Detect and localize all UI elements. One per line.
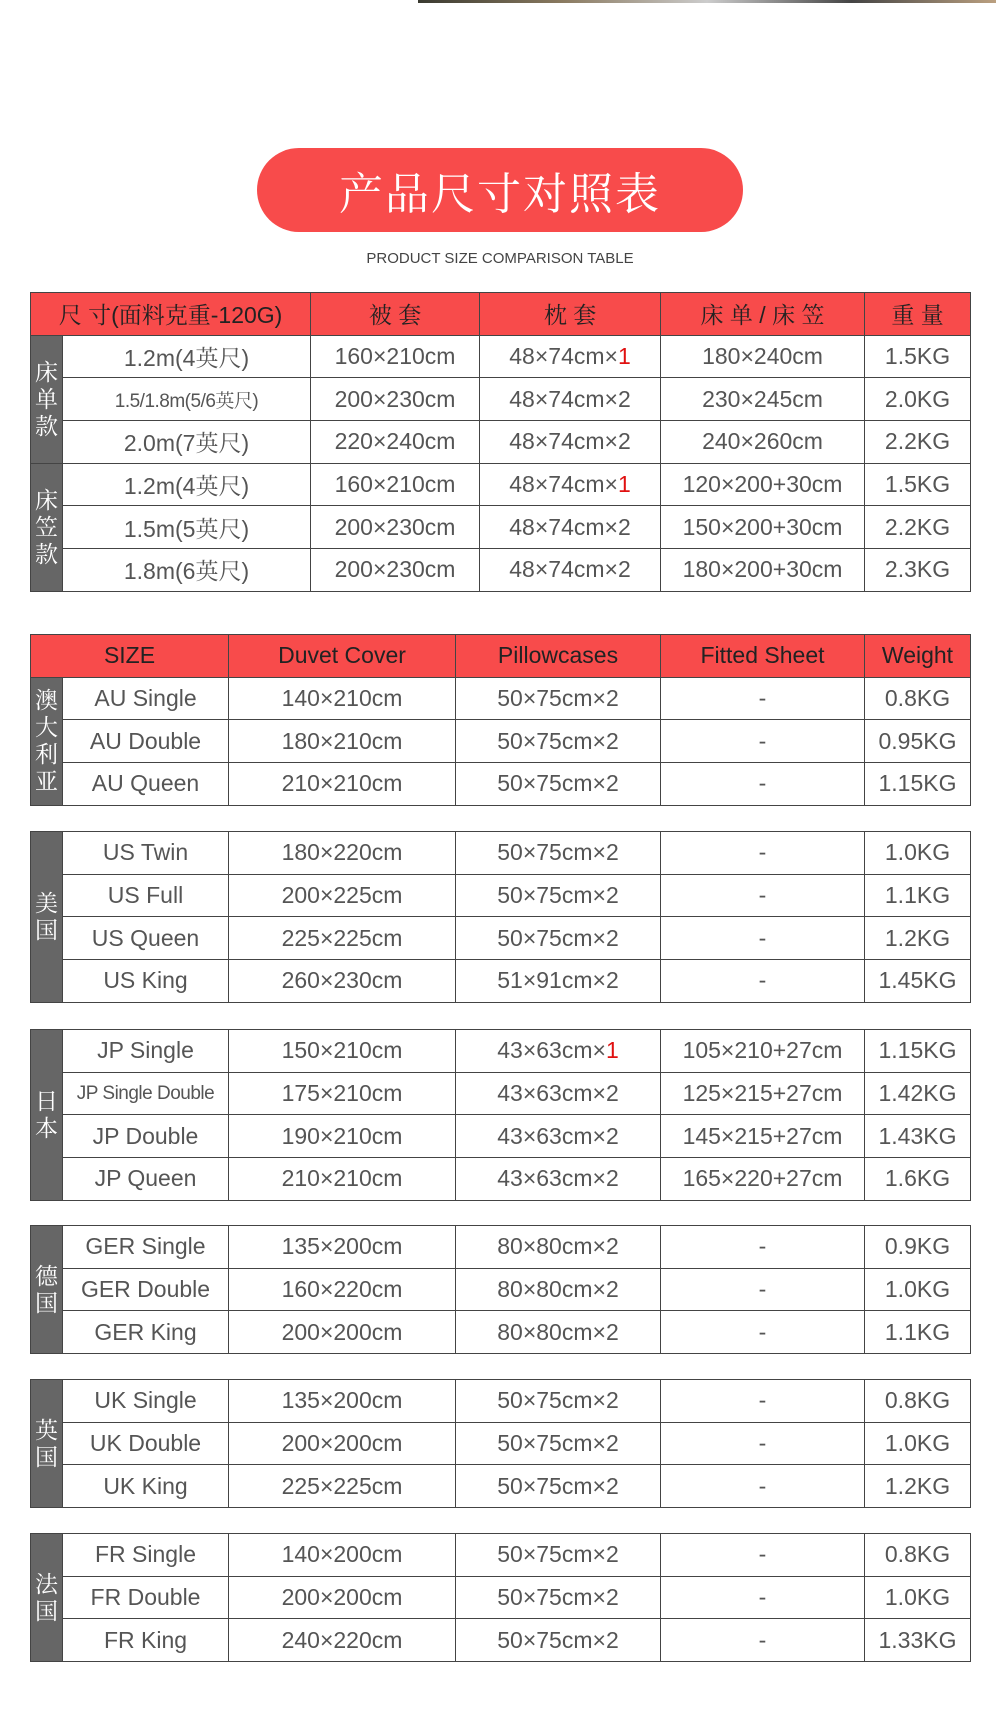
table-row [31,421,971,464]
table-cell: 165×220+27cm [661,1158,865,1201]
table-cell: 48×74cm×2 [480,549,661,592]
table_intl-table [30,1029,971,1201]
table-cell: 80×80cm×2 [456,1311,661,1354]
group-label: 日本 [31,1030,63,1201]
table-cell: 220×240cm [311,421,480,464]
table-cell: 180×220cm [229,832,456,875]
group-label: 德国 [31,1226,63,1354]
table-row [31,1268,971,1311]
top-image-strip [418,0,996,3]
table-cell: - [661,677,865,720]
table-cell: 50×75cm×2 [456,763,661,806]
table-cell: 175×210cm [229,1072,456,1115]
table-cell: - [661,917,865,960]
table-cell: 0.9KG [865,1226,971,1269]
table-cell: AU Double [63,720,229,763]
table-row [31,1534,971,1577]
table-row [31,832,971,875]
table-cell: 2.0KG [865,378,971,421]
table-cell: 50×75cm×2 [456,917,661,960]
table-cell: 240×220cm [229,1619,456,1662]
table-cell: 1.45KG [865,960,971,1003]
pillowcase-value: 43×63cm×1 [497,1037,619,1064]
table-cell: 1.43KG [865,1115,971,1158]
table-cell: US Queen [63,917,229,960]
table-cell: AU Queen [63,763,229,806]
table-cell: 0.95KG [865,720,971,763]
table-cell: JP Queen [63,1158,229,1201]
table-cell: 180×200+30cm [661,549,865,592]
table-cell: 200×225cm [229,874,456,917]
table-cell: - [661,832,865,875]
table-cell: 80×80cm×2 [456,1226,661,1269]
table-cell: - [661,1465,865,1508]
table-cell: 190×210cm [229,1115,456,1158]
table-cell: GER Single [63,1226,229,1269]
table-cell: 1.2KG [865,1465,971,1508]
table-row [31,1576,971,1619]
table-cell: 180×240cm [661,335,865,378]
table-row [31,335,971,378]
table-row [31,1422,971,1465]
table-cell: 51×91cm×2 [456,960,661,1003]
table_intl-table [30,634,971,806]
table-cell [456,1030,661,1073]
table-cell: 2.2KG [865,506,971,549]
table-cell: 2.2KG [865,421,971,464]
table-cell: 1.5/1.8m(5/6英尺) [63,378,311,421]
table_intl-table [30,1533,971,1662]
table-cell: 1.5KG [865,463,971,506]
group-label: 澳大利亚 [31,677,63,805]
table-cell: - [661,1226,865,1269]
table-cell: 210×210cm [229,763,456,806]
table-cell: 50×75cm×2 [456,1380,661,1423]
table-cell: 48×74cm×2 [480,421,661,464]
table-cell: - [661,1268,865,1311]
table-cell: GER Double [63,1268,229,1311]
header-row [31,635,971,678]
table-cell: 1.8m(6英尺) [63,549,311,592]
table-cell: 200×200cm [229,1311,456,1354]
page-subtitle: PRODUCT SIZE COMPARISON TABLE [366,250,634,267]
table-row [31,506,971,549]
table-cell: 200×200cm [229,1576,456,1619]
table-row [31,549,971,592]
table-cell: 160×210cm [311,463,480,506]
table-cell: 1.33KG [865,1619,971,1662]
header-cell: Pillowcases [456,635,661,678]
header-cell: Duvet Cover [229,635,456,678]
table-cell: 150×200+30cm [661,506,865,549]
table-cell: 145×215+27cm [661,1115,865,1158]
table-row [31,874,971,917]
table-cell: 43×63cm×2 [456,1115,661,1158]
table-row [31,1465,971,1508]
table-cell: - [661,874,865,917]
table-cell: AU Single [63,677,229,720]
table-cell: US Full [63,874,229,917]
table-cell: 200×230cm [311,506,480,549]
table-cell: UK King [63,1465,229,1508]
table-row [31,1072,971,1115]
table-row [31,1158,971,1201]
table-cell [480,335,661,378]
pillowcase-value: 48×74cm×1 [509,471,631,498]
table-cell: 1.15KG [865,1030,971,1073]
table-cell: 1.5KG [865,335,971,378]
table-row [31,763,971,806]
table-cell: 200×230cm [311,549,480,592]
header-cell: 枕 套 [480,293,661,336]
table-cell: - [661,1311,865,1354]
table-cell: 160×220cm [229,1268,456,1311]
table-cell: 2.3KG [865,549,971,592]
table-cell: GER King [63,1311,229,1354]
table-row [31,917,971,960]
header-cell: SIZE [31,635,229,678]
table-cell: 50×75cm×2 [456,1619,661,1662]
table-cell: 50×75cm×2 [456,1534,661,1577]
group-label: 法国 [31,1534,63,1662]
table_intl-table [30,1379,971,1508]
table-cell: 120×200+30cm [661,463,865,506]
table-cell: 1.42KG [865,1072,971,1115]
table-cell: 105×210+27cm [661,1030,865,1073]
table-cell: 1.6KG [865,1158,971,1201]
table-cell: US Twin [63,832,229,875]
table-row [31,1226,971,1269]
table_intl-table [30,1225,971,1354]
table-cell [480,463,661,506]
table-cell: 1.1KG [865,1311,971,1354]
table-cell: 230×245cm [661,378,865,421]
table-cell: 48×74cm×2 [480,378,661,421]
table-cell: 1.0KG [865,1422,971,1465]
group-label: 床单款 [31,335,63,463]
table-cell: 1.1KG [865,874,971,917]
header-cell: 尺 寸(面料克重-120G) [31,293,311,336]
table-row [31,463,971,506]
table-cell: FR Double [63,1576,229,1619]
table-cell: JP Single Double [63,1072,229,1115]
table-cell: FR King [63,1619,229,1662]
table-cell: 1.2m(4英尺) [63,335,311,378]
table_intl-table [30,831,971,1003]
table-cell: 0.8KG [865,677,971,720]
table-cell: 210×210cm [229,1158,456,1201]
table-cell: 140×210cm [229,677,456,720]
table-cell: - [661,1619,865,1662]
table-cell: 1.2KG [865,917,971,960]
table-cell: 200×200cm [229,1422,456,1465]
table-cell: - [661,1576,865,1619]
table-row [31,720,971,763]
table-cell: 50×75cm×2 [456,1422,661,1465]
header-cell: 被 套 [311,293,480,336]
table-cell: 225×225cm [229,917,456,960]
table-cell: 0.8KG [865,1380,971,1423]
table_cn-table [30,292,971,592]
group-label: 美国 [31,832,63,1003]
table-cell: JP Double [63,1115,229,1158]
table-cell: 1.15KG [865,763,971,806]
table-cell: 240×260cm [661,421,865,464]
table-row [31,1380,971,1423]
table-cell: 135×200cm [229,1226,456,1269]
table-cell: 1.0KG [865,832,971,875]
table-cell: UK Double [63,1422,229,1465]
table-cell: 135×200cm [229,1380,456,1423]
header-cell: 重 量 [865,293,971,336]
table-cell: - [661,1380,865,1423]
header-row [31,293,971,336]
table-cell: JP Single [63,1030,229,1073]
table-cell: 43×63cm×2 [456,1158,661,1201]
table-row [31,1030,971,1073]
table-cell: - [661,960,865,1003]
table-row [31,1619,971,1662]
table-row [31,677,971,720]
table-cell: 80×80cm×2 [456,1268,661,1311]
group-label: 床笠款 [31,463,63,591]
header-cell: 床 单 / 床 笠 [661,293,865,336]
table-row [31,960,971,1003]
table-cell: 50×75cm×2 [456,1465,661,1508]
table-cell: 2.0m(7英尺) [63,421,311,464]
table-cell: 160×210cm [311,335,480,378]
table-cell: 1.0KG [865,1576,971,1619]
table-cell: - [661,763,865,806]
table-cell: 200×230cm [311,378,480,421]
group-label: 英国 [31,1380,63,1508]
table-cell: 150×210cm [229,1030,456,1073]
table-cell: 1.0KG [865,1268,971,1311]
table-cell: - [661,720,865,763]
table-cell: 1.5m(5英尺) [63,506,311,549]
pillowcase-value: 48×74cm×1 [509,343,631,370]
table-row [31,1115,971,1158]
table-cell: - [661,1534,865,1577]
table-cell: 48×74cm×2 [480,506,661,549]
table-cell: US King [63,960,229,1003]
table-cell: 180×210cm [229,720,456,763]
table-cell: - [661,1422,865,1465]
table-cell: 225×225cm [229,1465,456,1508]
table-cell: UK Single [63,1380,229,1423]
header-cell: Weight [865,635,971,678]
table-row [31,378,971,421]
table-cell: 50×75cm×2 [456,832,661,875]
table-cell: 50×75cm×2 [456,677,661,720]
table-cell: 0.8KG [865,1534,971,1577]
table-cell: 50×75cm×2 [456,720,661,763]
table-cell: 260×230cm [229,960,456,1003]
table-cell: 43×63cm×2 [456,1072,661,1115]
header-cell: Fitted Sheet [661,635,865,678]
table-cell: 50×75cm×2 [456,874,661,917]
table-cell: 50×75cm×2 [456,1576,661,1619]
page-title: 产品尺寸对照表 [257,148,743,232]
table-cell: FR Single [63,1534,229,1577]
table-cell: 140×200cm [229,1534,456,1577]
table-cell: 1.2m(4英尺) [63,463,311,506]
table-cell: 125×215+27cm [661,1072,865,1115]
table-row [31,1311,971,1354]
